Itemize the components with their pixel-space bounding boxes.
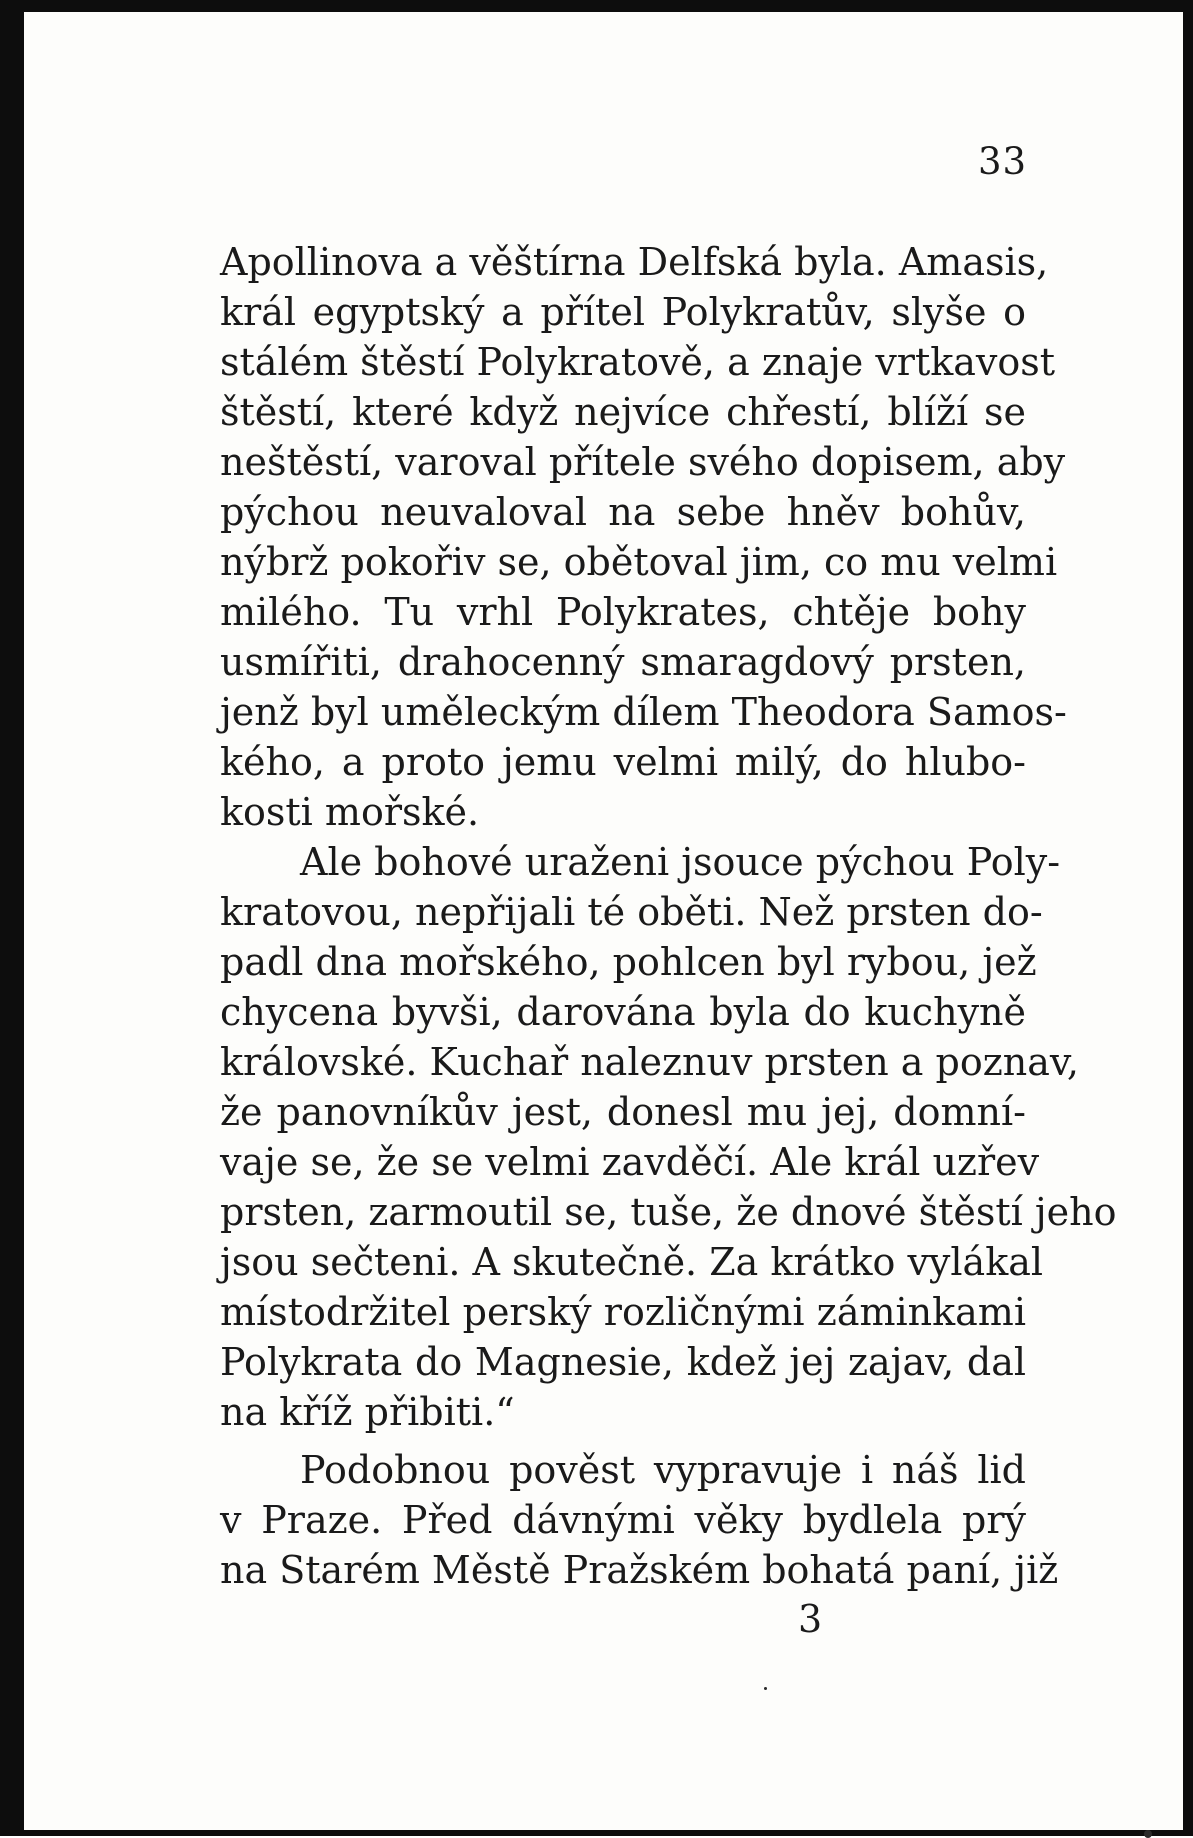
text-line: chycena byvši, darována byla do kuchyně (220, 990, 1026, 1034)
scan-speck (764, 1687, 767, 1690)
text-line: na Starém Městě Pražském bohatá paní, již (220, 1548, 1059, 1592)
text-line: královské. Kuchař naleznuv prsten a poznav, (220, 1040, 1079, 1084)
text-line: kratovou, nepřijali té oběti. Než prsten do- (220, 890, 1043, 934)
text-line: Ale bohové uraženi jsouce pýchou Poly- (300, 840, 1061, 884)
text-line: neštěstí, varoval přítele svého dopisem, aby (220, 440, 1066, 484)
text-line: král egyptský a přítel Polykratův, slyše o (220, 290, 1026, 334)
text-line: milého. Tu vrhl Polykrates, chtěje bohy (220, 590, 1026, 634)
text-line: Apollinova a věštírna Delfská byla. Amasis, (220, 240, 1049, 284)
text-line: v Praze. Před dávnými věky bydlela prý (220, 1498, 1026, 1542)
text-line: jsou sečteni. A skutečně. Za krátko vylákal (220, 1240, 1044, 1284)
text-line: kosti mořské. (220, 790, 480, 834)
text-line: štěstí, které když nejvíce chřestí, blíží se (220, 390, 1026, 434)
text-line: jenž byl uměleckým dílem Theodora Samos- (220, 690, 1067, 734)
text-line: na kříž přibiti.“ (220, 1390, 515, 1434)
text-line: pýchou neuvaloval na sebe hněv bohův, (220, 490, 1026, 534)
text-line: že panovníkův jest, donesl mu jej, domní- (220, 1090, 1026, 1134)
text-line: místodržitel perský rozličnými záminkami (220, 1290, 1026, 1334)
page-number: 33 (978, 140, 1028, 183)
text-line: nýbrž pokořiv se, obětoval jim, co mu velmi (220, 540, 1058, 584)
text-line: vaje se, že se velmi zavděčí. Ale král uzřev (220, 1140, 1040, 1184)
text-line: Podobnou pověst vypravuje i náš lid (300, 1448, 1026, 1492)
text-line: prsten, zarmoutil se, tuše, že dnové štěstí jeho (220, 1190, 1117, 1234)
signature-mark: 3 (798, 1597, 823, 1641)
text-line: stálém štěstí Polykratově, a znaje vrtkavost (220, 340, 1056, 384)
text-line: padl dna mořského, pohlcen byl rybou, jež (220, 940, 1037, 984)
text-line: usmířiti, drahocenný smaragdový prsten, (220, 640, 1026, 684)
text-line: Polykrata do Magnesie, kdež jej zajav, dal (220, 1340, 1026, 1384)
text-line: kého, a proto jemu velmi milý, do hlubo- (220, 740, 1026, 784)
scan-speck (1144, 1830, 1152, 1838)
